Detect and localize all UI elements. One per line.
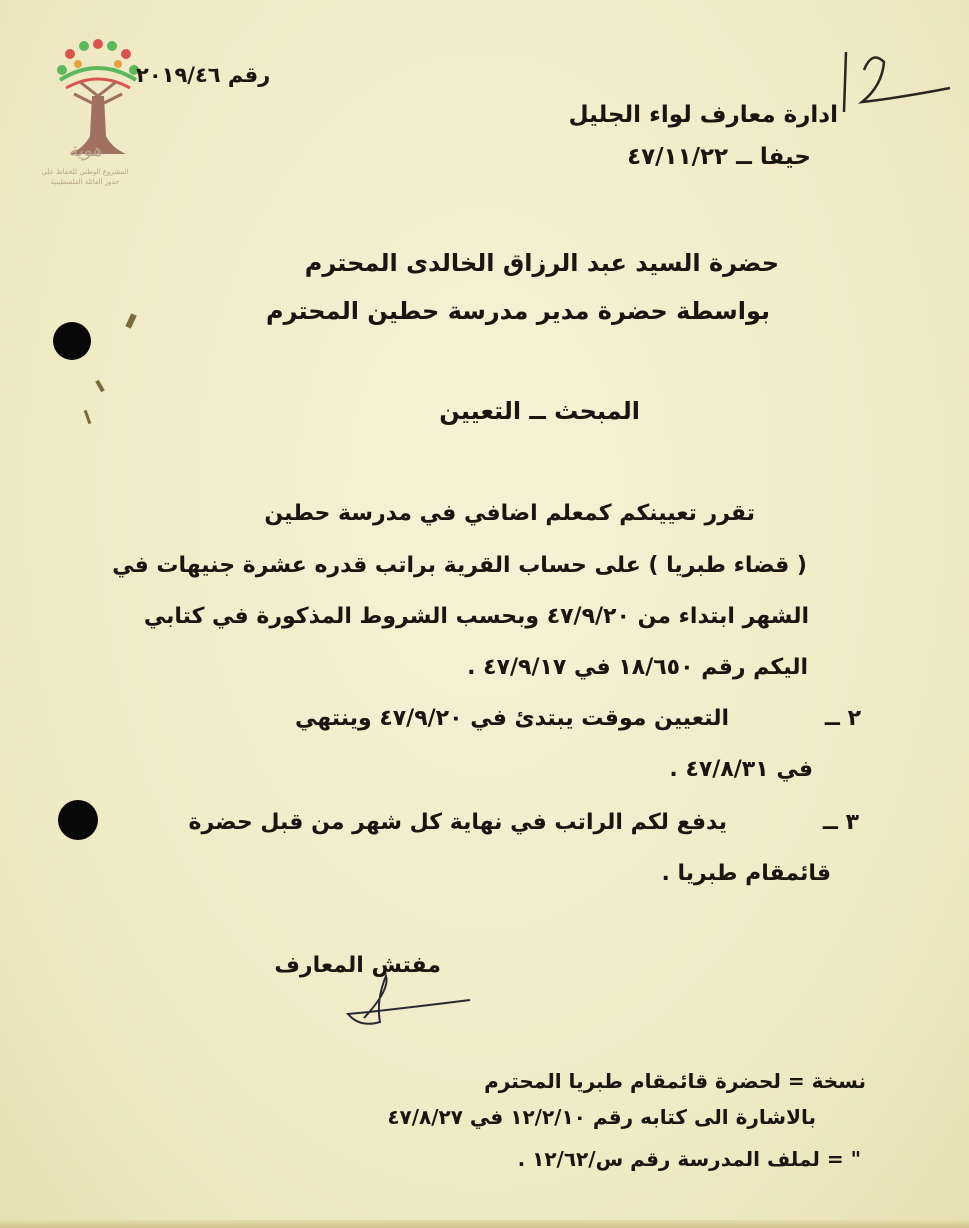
- scan-edge: [0, 1220, 969, 1228]
- addressee-line-1: حضرة السيد عبد الرزاق الخالدى المحترم: [304, 249, 779, 277]
- stray-mark: [95, 380, 104, 392]
- item-3-continuation: قائمقام طبريا .: [661, 861, 831, 886]
- copy-line-2: بالاشارة الى كتابه رقم ١٢/٢/١٠ في ٤٧/٨/٢٧: [387, 1105, 816, 1129]
- logo-name: هوية: [68, 140, 102, 161]
- handwritten-page-number-icon: [838, 46, 958, 116]
- signature-title: مفتش المعارف: [274, 953, 441, 978]
- item-2-text: التعيين موقت يبتدئ في ٤٧/٩/٢٠ وينتهي: [294, 706, 729, 731]
- department-name: ادارة معارف لواء الجليل: [568, 102, 838, 128]
- stray-mark: [125, 313, 136, 328]
- logo-tagline-2: جذور العائلة الفلسطينية: [50, 178, 120, 186]
- body-line-4: اليكم رقم ١٨/٦٥٠ في ٤٧/٩/١٧ .: [467, 655, 808, 680]
- stray-mark: [84, 410, 92, 424]
- subject-line: المبحث ــ التعيين: [439, 397, 640, 425]
- punch-hole-right: [58, 800, 98, 840]
- reference-number: رقم ٢٠١٩/٤٦: [136, 63, 271, 87]
- handwritten-signature-icon: [320, 970, 480, 1030]
- body-line-2: ( قضاء طبريا ) على حساب القرية براتب قدره عشرة جنيهات في: [112, 553, 807, 578]
- addressee-line-2: بواسطة حضرة مدير مدرسة حطين المحترم: [265, 297, 770, 325]
- body-line-1: تقرر تعيينكم كمعلم اضافي في مدرسة حطين: [264, 501, 755, 526]
- body-line-3: الشهر ابتداء من ٤٧/٩/٢٠ وبحسب الشروط المذكورة في كتابي: [143, 604, 809, 629]
- item-2-number: ٢ ــ: [824, 706, 861, 731]
- item-3-text: يدفع لكم الراتب في نهاية كل شهر من قبل حضرة: [188, 810, 727, 835]
- place-date: حيفا ــ ٤٧/١١/٢٢: [627, 144, 811, 170]
- copy-line-3: " = لملف المدرسة رقم س/١٢/٦٢ .: [517, 1147, 861, 1171]
- punch-hole-left: [53, 322, 91, 360]
- item-3-number: ٣ ــ: [822, 810, 859, 835]
- copy-line-1: نسخة = لحضرة قائمقام طبريا المحترم: [484, 1069, 866, 1093]
- item-2-continuation: في ٤٧/٨/٣١ .: [669, 757, 813, 782]
- logo-tagline-1: المشروع الوطني للحفاظ على: [41, 168, 129, 176]
